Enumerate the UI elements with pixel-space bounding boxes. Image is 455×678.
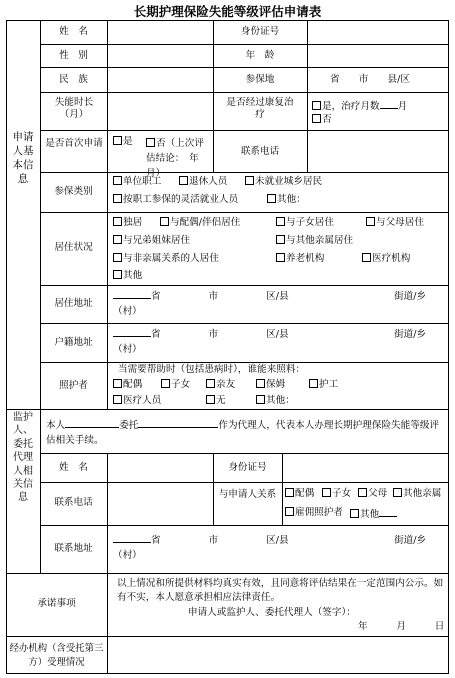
- living-opt-alone[interactable]: 独居: [113, 217, 142, 229]
- label-insured-place: 参保地: [245, 74, 275, 85]
- guardian-address-line1[interactable]: 省 市 区/县 街道/乡: [113, 533, 426, 547]
- relation-other-checkbox[interactable]: [350, 509, 359, 518]
- living-nursing-home-checkbox[interactable]: [276, 253, 285, 262]
- living-opt-children[interactable]: 与子女居住: [276, 217, 334, 229]
- label-age: 年 龄: [245, 50, 275, 61]
- label-ethnicity: 民 族: [59, 74, 88, 85]
- label-id-no: 身份证号: [240, 26, 280, 37]
- proxy-statement[interactable]: 本人 委托 作为代理人，代表本人办理长期护理保险失能等级评估相关手续。: [46, 420, 440, 446]
- living-hospital-checkbox[interactable]: [362, 253, 371, 262]
- first-no-option[interactable]: 否（上次评估结论： 年 月）: [146, 138, 209, 179]
- label-caregiver: 照护者: [59, 380, 88, 391]
- rehab-yes-label: 是，治疗月数: [322, 101, 380, 112]
- living-opt-other[interactable]: 其他: [113, 270, 142, 282]
- caregiver-nurse-checkbox[interactable]: [309, 379, 318, 388]
- residence-address-line2[interactable]: （村）: [113, 306, 142, 317]
- label-disability-duration: 失能时长（月）: [54, 97, 94, 120]
- first-no-checkbox[interactable]: [146, 138, 155, 147]
- caregiver-medical-checkbox[interactable]: [113, 395, 122, 404]
- living-alone-checkbox[interactable]: [113, 217, 122, 226]
- living-opt-parents[interactable]: 与父母居住: [366, 217, 424, 229]
- caregiver-opt-nurse[interactable]: 护工: [309, 379, 338, 391]
- label-commitment: 承诺事项: [37, 598, 76, 609]
- caregiver-nanny-checkbox[interactable]: [256, 379, 265, 388]
- label-gender: 性 别: [59, 50, 88, 61]
- rehab-no-option[interactable]: [312, 114, 332, 126]
- first-yes-checkbox[interactable]: [113, 136, 122, 145]
- living-other-checkbox[interactable]: [113, 270, 122, 279]
- form-title: 长期护理保险失能等级评估申请表: [133, 4, 322, 19]
- insured-opt-other[interactable]: 其他：: [267, 194, 306, 206]
- living-opt-siblings[interactable]: 与兄弟姐妹居住: [113, 235, 190, 247]
- hukou-address-line2[interactable]: （村）: [113, 344, 142, 355]
- applicant-section-label: 申请人基本信息: [12, 131, 34, 185]
- label-residence: 居住地址: [54, 298, 93, 309]
- label-guardian-phone: 联系电话: [54, 497, 93, 508]
- label-guardian-id: 身份证号: [228, 462, 267, 473]
- caregiver-none-checkbox[interactable]: [206, 395, 215, 404]
- caregiver-spouse-checkbox[interactable]: [113, 379, 122, 388]
- label-relation: 与申请人关系: [218, 489, 277, 500]
- caregiver-question: 当需要帮助时（包括患病时），谁能来照料：: [118, 364, 306, 375]
- commitment-date[interactable]: 年 月 日: [358, 621, 445, 632]
- living-children-checkbox[interactable]: [276, 217, 285, 226]
- caregiver-opt-spouse[interactable]: 配偶: [113, 379, 142, 391]
- caregiver-other-checkbox[interactable]: [256, 395, 265, 404]
- insured-retired-checkbox[interactable]: [179, 176, 188, 185]
- relation-opt-hired[interactable]: 雇佣照护者: [285, 507, 343, 519]
- living-nonrelative-checkbox[interactable]: [113, 253, 122, 262]
- label-rehab: 是否经过康复治疗: [226, 97, 294, 120]
- label-insured-type: 参保类别: [54, 186, 93, 197]
- rehab-no-checkbox[interactable]: [312, 114, 321, 123]
- label-guardian-address: 联系地址: [54, 543, 93, 554]
- living-opt-hospital[interactable]: 医疗机构: [362, 253, 410, 265]
- relation-opt-children[interactable]: 子女: [322, 488, 351, 500]
- residence-address-line1[interactable]: 省 市 区/县 街道/乡: [113, 289, 426, 303]
- relation-opt-parents[interactable]: 父母: [358, 488, 387, 500]
- insured-opt-flexible[interactable]: 按职工参保的灵活就业人员: [113, 194, 238, 206]
- caregiver-opt-other[interactable]: 其他：: [256, 395, 295, 407]
- insured-opt-resident[interactable]: 未就业城乡居民: [245, 176, 322, 188]
- insured-opt-employee[interactable]: 单位职工: [113, 176, 161, 188]
- living-siblings-checkbox[interactable]: [113, 235, 122, 244]
- caregiver-children-checkbox[interactable]: [161, 379, 170, 388]
- guardian-section-label: 监护人、委托代理人相关信息: [13, 412, 33, 504]
- rehab-yes-checkbox[interactable]: [312, 101, 321, 110]
- rehab-month-label: 月: [397, 101, 408, 112]
- living-opt-spouse[interactable]: 与配偶/伴侣居住: [160, 217, 240, 229]
- rehab-yes-option[interactable]: [312, 99, 407, 113]
- rehab-no-label: 否: [322, 114, 332, 125]
- label-hukou: 户籍地址: [54, 337, 93, 348]
- label-living: 居住状况: [54, 242, 93, 253]
- label-first-apply: 是否首次申请: [45, 138, 103, 149]
- living-opt-nursing-home[interactable]: 养老机构: [276, 253, 324, 265]
- label-guardian-name: 姓 名: [59, 462, 88, 473]
- insured-flexible-checkbox[interactable]: [113, 194, 122, 203]
- caregiver-opt-medical[interactable]: 医疗人员: [113, 395, 161, 407]
- insured-place-value: 省 市 县/区: [330, 74, 410, 85]
- commitment-signature[interactable]: 申请人或监护人、委托代理人（签字）：: [188, 607, 356, 618]
- living-spouse-checkbox[interactable]: [160, 217, 169, 226]
- relation-parents-checkbox[interactable]: [358, 488, 367, 497]
- label-contact-phone: 联系电话: [240, 146, 280, 157]
- living-parents-checkbox[interactable]: [366, 217, 375, 226]
- relation-children-checkbox[interactable]: [322, 488, 331, 497]
- caregiver-opt-friends[interactable]: 亲友: [206, 379, 235, 391]
- relation-relatives-checkbox[interactable]: [393, 488, 402, 497]
- caregiver-opt-nanny[interactable]: 保姆: [256, 379, 285, 391]
- first-yes-option[interactable]: 是: [113, 136, 133, 148]
- relation-opt-other[interactable]: 其他: [350, 507, 397, 521]
- insured-employee-checkbox[interactable]: [113, 176, 122, 185]
- label-agency: 经办机构（含受托第三方）受理情况: [9, 643, 104, 668]
- relation-spouse-checkbox[interactable]: [285, 488, 294, 497]
- relation-opt-relatives[interactable]: 其他亲属: [393, 488, 441, 500]
- guardian-address-line2[interactable]: （村）: [113, 550, 142, 561]
- caregiver-friends-checkbox[interactable]: [206, 379, 215, 388]
- living-opt-nonrelative[interactable]: 与非亲属关系的人居住: [113, 253, 219, 265]
- relation-opt-spouse[interactable]: 配偶: [285, 488, 314, 500]
- insured-resident-checkbox[interactable]: [245, 176, 254, 185]
- insured-opt-retired[interactable]: 退休人员: [179, 176, 227, 188]
- hukou-address-line1[interactable]: 省 市 区/县 街道/乡: [113, 327, 426, 341]
- living-opt-relatives[interactable]: 与其他亲属居住: [276, 235, 353, 247]
- caregiver-opt-children[interactable]: 子女: [161, 379, 190, 391]
- caregiver-opt-none[interactable]: 无: [206, 395, 226, 407]
- commitment-text: 以上情况和所提供材料均真实有效，且同意将评估结果在一定范围内公示。如有不实，本人愿意承担相应法律责任。: [117, 578, 444, 603]
- label-name: 姓 名: [59, 26, 88, 37]
- insured-other-checkbox[interactable]: [267, 194, 276, 203]
- relation-hired-checkbox[interactable]: [285, 507, 294, 516]
- living-relatives-checkbox[interactable]: [276, 235, 285, 244]
